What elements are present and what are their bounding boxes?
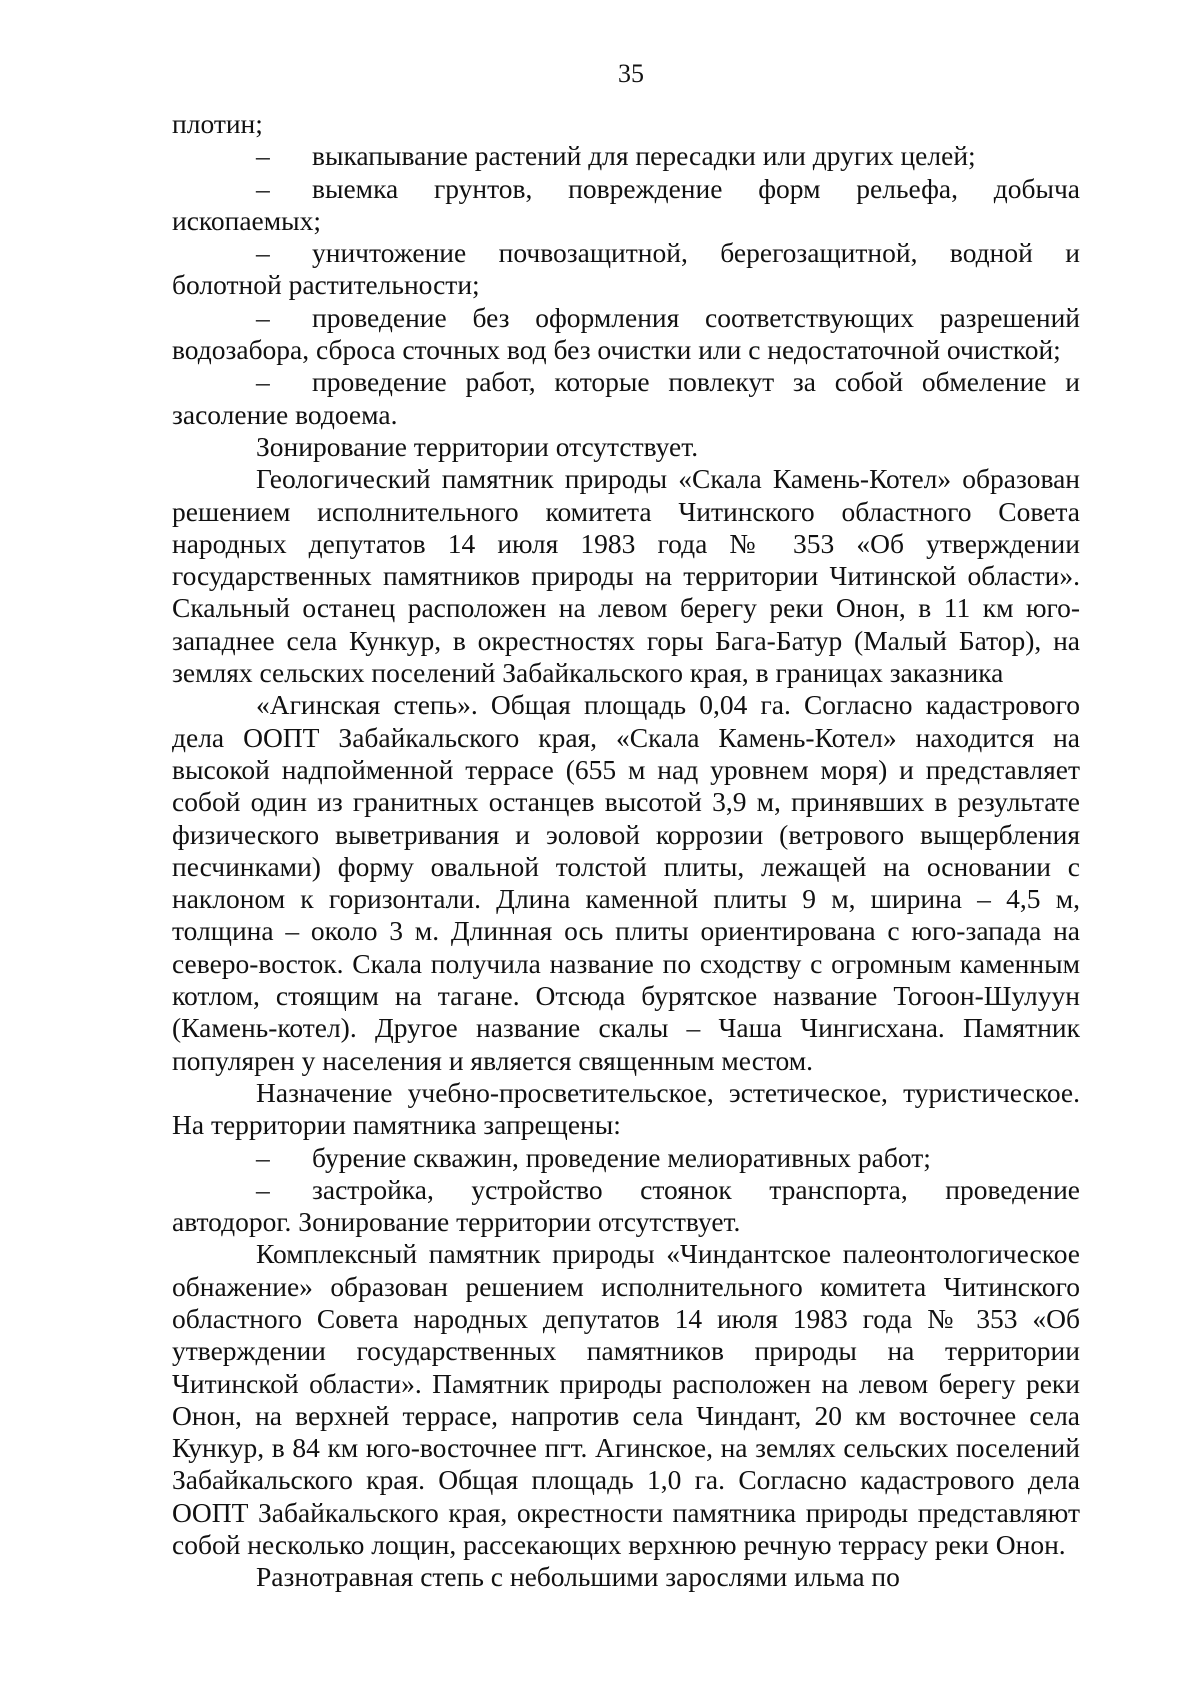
list-item-text: выемка грунтов, повреждение форм рельефа, добыча ископаемых; <box>172 172 1080 236</box>
list-item-soil-removal <box>172 173 1080 238</box>
list-item-water-intake <box>172 302 1080 367</box>
dash-marker: – <box>256 140 270 172</box>
list-item-text: проведение работ, которые повлекут за собой обмеление и засоление водоема. <box>172 366 1080 430</box>
page-number: 35 <box>618 59 644 88</box>
list-item-vegetation-destruction <box>172 237 1080 302</box>
paragraph-purpose: Назначение учебно-просветительское, эстетическое, туристическое. На территории памятника запрещены: <box>172 1076 1080 1141</box>
document-body <box>172 108 1080 1594</box>
dash-marker: – <box>256 366 270 398</box>
paragraph-chindant-outcrop: Комплексный памятник природы «Чиндантское палеонтологическое обнажение» образован решением исполнительного комитета Читинского областного Совета народных депутатов 14 июля 1983 года № 353 «Об утверждении государственных памятников природы на территории Читинской области». Памятник природы расположен на левом берегу реки Онон, на верхней террасе, напротив села Чиндант, 20 км восточнее села Кункур, в 84 км юго-восточнее пгт. Агинское, на землях сельских поселений Забайкальского края. Общая площадь 1,0 га. Согласно кадастрового дела ООПТ Забайкальского края, окрестности памятника природы представляют собой несколько лощин, рассекающих верхнюю речную террасу реки Онон. <box>172 1238 1080 1561</box>
list-item-drilling <box>172 1142 1080 1174</box>
dash-marker: – <box>256 301 270 333</box>
list-item-text: бурение скважин, проведение мелиоративных работ; <box>312 1141 931 1173</box>
paragraph-kamen-kotel-intro: Геологический памятник природы «Скала Камень-Котел» образован решением исполнительного комитета Читинского областного Совета народных депутатов 14 июля 1983 года № 353 «Об утверждении государственных памятников природы на территории Читинской области». Скальный останец расположен на левом берегу реки Онон, в 11 км юго-западнее села Кункур, в окрестностях горы Бага-Батур (Малый Батор), на землях сельских поселений Забайкальского края, в границах заказника <box>172 463 1080 689</box>
paragraph-zoning-absent: Зонирование территории отсутствует. <box>256 430 699 462</box>
paragraph-steppe-vegetation: Разнотравная степь с небольшими зарослями ильма по <box>256 1561 900 1593</box>
list-item-text: уничтожение почвозащитной, берегозащитной, водной и болотной растительности; <box>172 237 1080 301</box>
paragraph-kamen-kotel-description: «Агинская степь». Общая площадь 0,04 га. Согласно кадастрового дела ООПТ Забайкальского края, «Скала Камень-Котел» находится на высокой надпойменной террасе (655 м над уровнем моря) и представляет собой один из гранитных останцев высотой 3,9 м, принявших в результате физического выветривания и эоловой коррозии (ветрового выщербления песчинками) форму овальной толстой плиты, лежащей на основании с наклоном к горизонтали. Длина каменной плиты 9 м, ширина – 4,5 м, толщина – около 3 м. Длинная ось плиты ориентирована с юго-запада на северо-восток. Скала получила название по сходству с огромным каменным котлом, стоящим на тагане. Отсюда бурятское название Тогоон-Шулуун (Камень-котел). Другое название скалы – Чаша Чингисхана. Памятник популярен у населения и является священным местом. <box>172 689 1080 1076</box>
dash-marker: – <box>256 1173 270 1205</box>
dash-marker: – <box>256 237 270 269</box>
list-item-text: застройка, устройство стоянок транспорта, проведение автодорог. Зонирование территории отсутствует. <box>172 1173 1080 1238</box>
list-item-text: проведение без оформления соответствующих разрешений водозабора, сброса сточных вод без очистки или с недостаточной очисткой; <box>172 301 1080 366</box>
list-item-text: выкапывание растений для пересадки или других целей; <box>312 140 976 172</box>
list-item-plant-digging <box>172 140 1080 172</box>
list-item-shallowing-works <box>172 366 1080 431</box>
dash-marker: – <box>256 1141 270 1173</box>
paragraph-continuation: плотин; <box>172 108 263 139</box>
dash-marker: – <box>256 172 270 204</box>
list-item-construction <box>172 1174 1080 1239</box>
